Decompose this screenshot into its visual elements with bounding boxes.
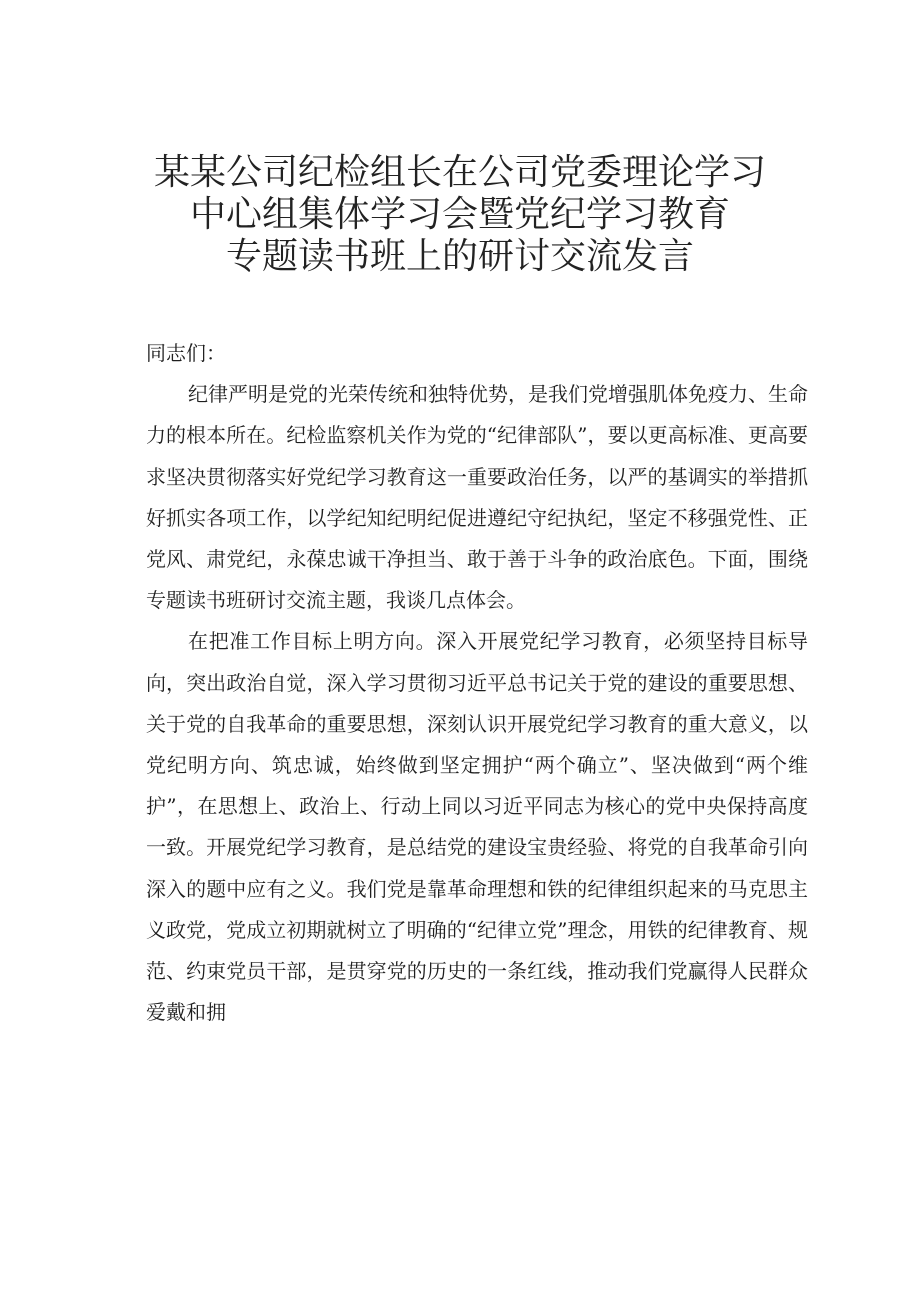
title-line-3: 专题读书班上的研讨交流发言: [225, 236, 694, 277]
title-line-2: 中心组集体学习会暨党纪学习教育: [189, 194, 730, 235]
document-body: [146, 333, 808, 1033]
document-title: [120, 152, 800, 278]
title-line-1: 某某公司纪检组长在公司党委理论学习: [153, 152, 766, 193]
paragraph-1: 纪律严明是党的光荣传统和独特优势，是我们党增强肌体免疫力、生命力的根本所在。纪检监察机关作为党的“纪律部队”，要以更高标准、更高要求坚决贯彻落实好党纪学习教育这一重要政治任务，以严的基调实的举措抓好抓实各项工作，以学纪知纪明纪促进遵纪守纪执纪，坚定不移强党性、正党风、肃党纪，永葆忠诚干净担当、敢于善于斗争的政治底色。下面，围绕专题读书班研讨交流主题，我谈几点体会。: [146, 382, 808, 613]
salutation: 同志们：: [146, 341, 226, 365]
paragraph-2: 在把准工作目标上明方向。深入开展党纪学习教育，必须坚持目标导向，突出政治自觉，深入学习贯彻习近平总书记关于党的建设的重要思想、关于党的自我革命的重要思想，深刻认识开展党纪学习教育的重大意义，以党纪明方向、筑忠诚，始终做到坚定拥护“两个确立”、坚决做到“两个维护”，在思想上、政治上、行动上同以习近平同志为核心的党中央保持高度一致。开展党纪学习教育，是总结党的建设宝贵经验、将党的自我革命引向深入的题中应有之义。我们党是靠革命理想和铁的纪律组织起来的马克思主义政党，党成立初期就树立了明确的“纪律立党”理念，用铁的纪律教育、规范、约束党员干部，是贯穿党的历史的一条红线，推动我们党赢得人民群众爱戴和拥: [146, 629, 808, 1025]
